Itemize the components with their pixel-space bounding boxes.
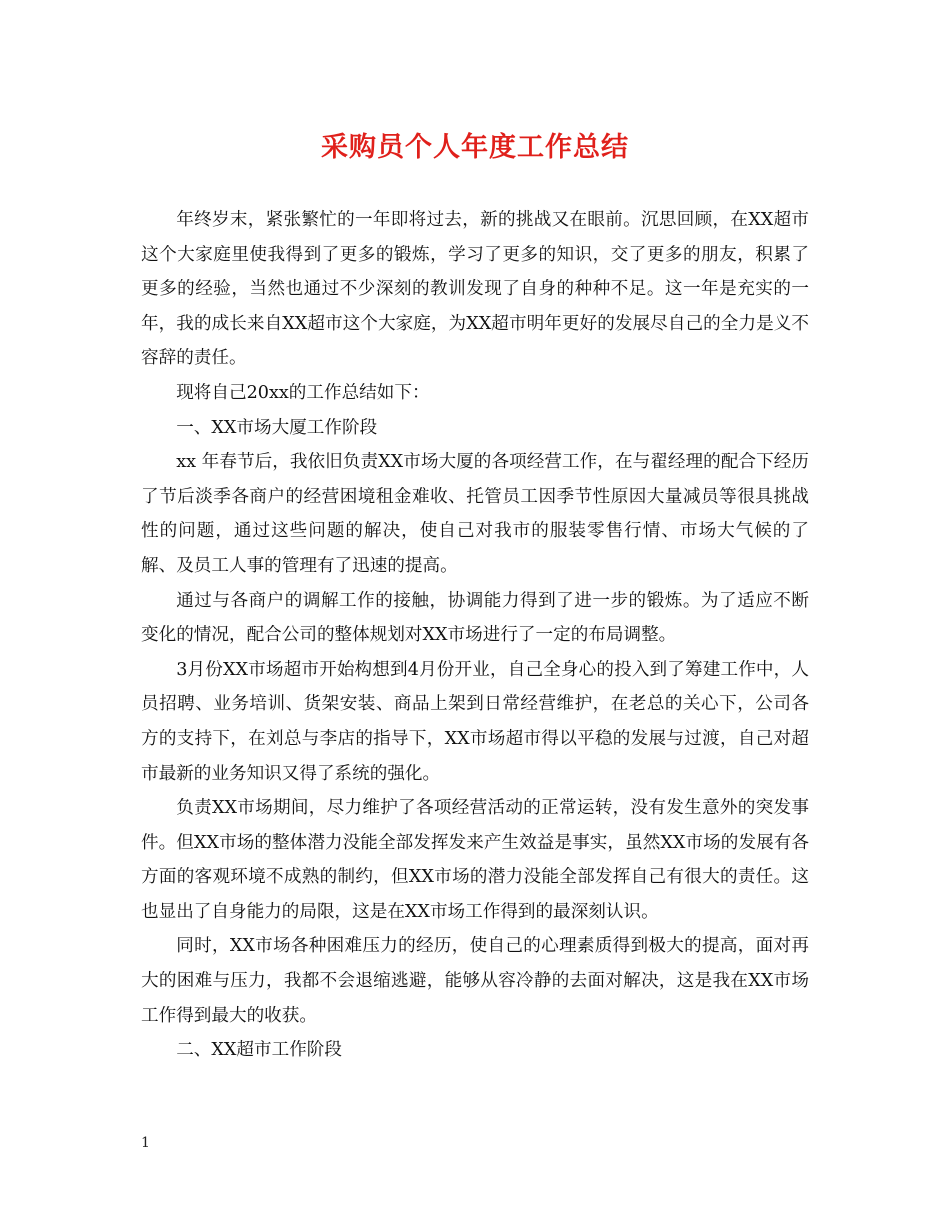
paragraph-march-opening: 3月份XX市场超市开始构想到4月份开业，自己全身心的投入到了筹建工作中，人员招聘、业务培训、货架安装、商品上架到日常经营维护，在老总的关心下，公司各方的支持下，在刘总与李店的指导下，XX市场超市得以平稳的发展与过渡，自己对超市最新的业务知识又得了系统的强化。 — [141, 659, 809, 784]
page-number: 1 — [141, 1135, 150, 1151]
section-heading-1: 一、XX市场大厦工作阶段 — [176, 417, 378, 438]
paragraph-spring-festival: xx 年春节后，我依旧负责XX市场大厦的各项经营工作，在与翟经理的配合下经历了节后淡季各商户的经营困境租金难收、托管员工因季节性原因大量减员等很具挑战性的问题，通过这些问题的解决，使自己对我市的服装零售行情、市场大气候的了解、及员工人事的管理有了迅速的提高。 — [141, 452, 809, 576]
paragraph-summary-lead: 现将自己20xx的工作总结如下： — [176, 382, 430, 403]
paragraph-coordination: 通过与各商户的调解工作的接触，协调能力得到了进一步的锻炼。为了适应不断变化的情况，配合公司的整体规划对XX市场进行了一定的布局调整。 — [141, 590, 809, 646]
section-heading-2: 二、XX超市工作阶段 — [176, 1040, 342, 1061]
paragraph-intro: 年终岁末，紧张繁忙的一年即将过去，新的挑战又在眼前。沉思回顾，在XX超市这个大家庭里使我得到了更多的锻炼，学习了更多的知识，交了更多的朋友，积累了更多的经验，当然也通过不少深刻的教训发现了自身的种种不足。这一年是充实的一年，我的成长来自XX超市这个大家庭，为XX超市明年更好的发展尽自己的全力是义不容辞的责任。 — [141, 210, 809, 369]
paragraph-responsibility: 负责XX市场期间，尽力维护了各项经营活动的正常运转，没有发生意外的突发事件。但XX市场的整体潜力没能全部发挥发来产生效益是事实，虽然XX市场的发展有各方面的客观环境不成熟的制约，但XX市场的潜力没能全部发挥自己有很大的责任。这也显出了自身能力的局限，这是在XX市场工作得到的最深刻认识。 — [141, 798, 809, 922]
document-body — [141, 203, 809, 1068]
paragraph-pressure: 同时，XX市场各种困难压力的经历，使自己的心理素质得到极大的提高，面对再大的困难与压力，我都不会退缩逃避，能够从容冷静的去面对解决，这是我在XX市场工作得到最大的收获。 — [141, 936, 809, 1026]
document-title: 采购员个人年度工作总结 — [321, 132, 629, 163]
